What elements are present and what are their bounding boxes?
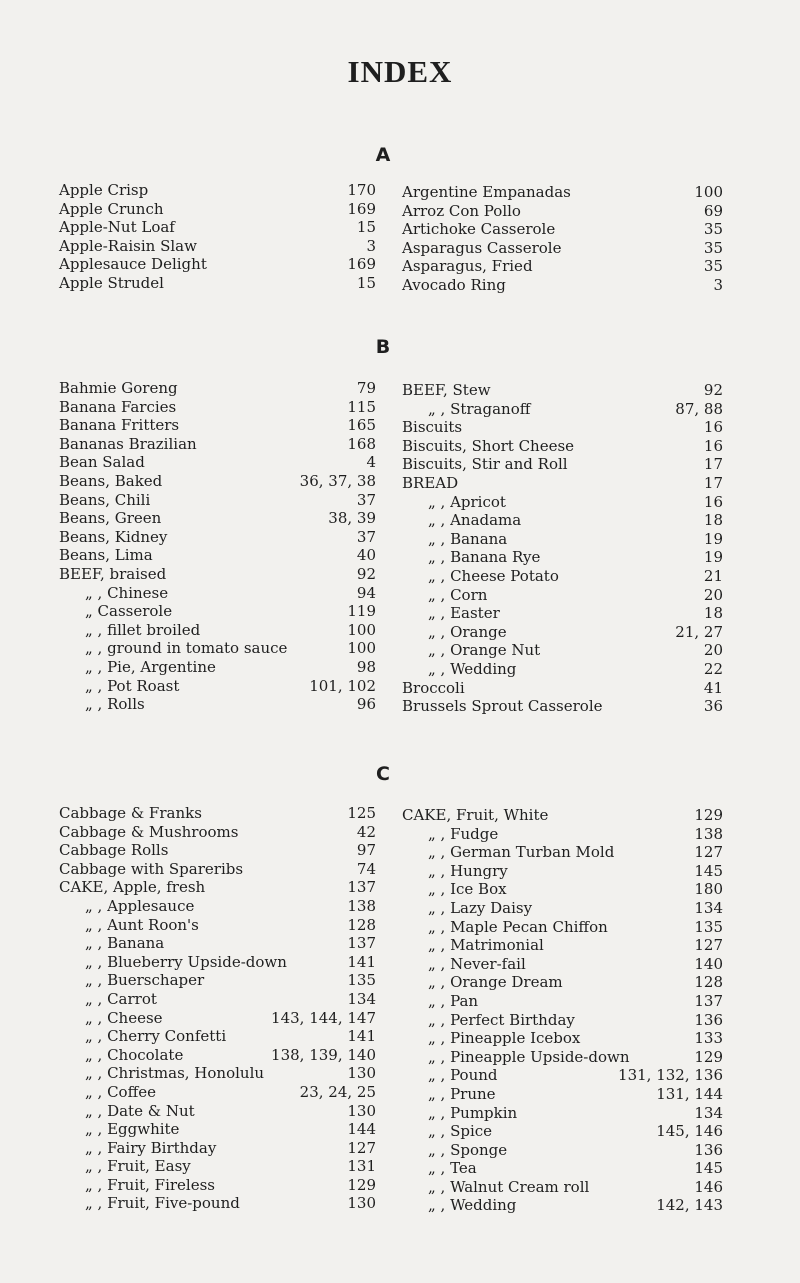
index-entry <box>59 491 376 510</box>
index-entry <box>59 916 376 935</box>
entry-page: 170 <box>347 181 376 199</box>
entry-page: 21 <box>703 566 723 585</box>
index-entry <box>59 1009 376 1028</box>
index-entry <box>59 584 376 603</box>
entry-name: „ , Prune <box>428 1084 496 1103</box>
entry-page: 36, 37, 38 <box>299 471 376 490</box>
entry-page: 131 <box>347 1157 376 1176</box>
index-entry <box>402 880 723 899</box>
index-entry <box>402 1122 723 1141</box>
entry-page: 119 <box>347 602 376 621</box>
entry-name: Apple Crunch <box>59 199 164 218</box>
entry-name: „ , Cheese <box>85 1008 163 1027</box>
entry-name: „ , Fruit, Easy <box>85 1157 191 1176</box>
entry-page: 130 <box>347 1064 376 1083</box>
entry-name: „ , Apricot <box>428 492 506 511</box>
index-entry <box>59 218 376 237</box>
index-entry <box>402 1196 723 1215</box>
entry-page: 4 <box>366 453 376 472</box>
entry-name: „ , Chinese <box>85 583 169 602</box>
index-entry <box>402 418 723 437</box>
entry-page: 130 <box>347 1101 376 1120</box>
entry-page: 165 <box>347 416 376 435</box>
entry-name: „ , Banana <box>428 529 508 548</box>
entry-name: „ , Pot Roast <box>85 676 180 695</box>
entry-name: „ , Banana Rye <box>428 548 541 567</box>
entry-name: Broccoli <box>402 678 465 697</box>
entry-name: „ , Christmas, Honolulu <box>85 1064 265 1083</box>
index-entry <box>402 1085 723 1104</box>
index-entry <box>59 953 376 972</box>
section-b-right-column <box>402 381 723 716</box>
entry-page: 135 <box>347 971 376 990</box>
entry-name: „ , Carrot <box>85 989 157 1008</box>
index-entry <box>59 237 376 256</box>
entry-name: „ , German Turban Mold <box>428 843 615 862</box>
index-entry <box>59 1064 376 1083</box>
entry-name: CAKE, Apple, fresh <box>59 878 206 897</box>
entry-page: 36 <box>703 697 723 716</box>
entry-page: 69 <box>703 201 723 220</box>
entry-name: „ , Wedding <box>428 1196 517 1215</box>
entry-name: „ , Fudge <box>428 824 499 843</box>
entry-page: 79 <box>356 379 376 397</box>
entry-page: 127 <box>347 1138 376 1157</box>
index-entry <box>402 381 723 400</box>
entry-page: 180 <box>694 880 723 899</box>
entry-name: Argentine Empanadas <box>402 183 571 201</box>
entry-page: 131, 144 <box>656 1084 723 1103</box>
entry-page: 98 <box>356 657 376 676</box>
index-entry <box>402 400 723 419</box>
entry-name: Bananas Brazilian <box>59 434 197 453</box>
index-entry <box>59 528 376 547</box>
index-entry <box>402 992 723 1011</box>
entry-name: Beans, Kidney <box>59 527 168 546</box>
index-entry <box>402 1141 723 1160</box>
entry-name: „ , Pumpkin <box>428 1103 518 1122</box>
index-entry <box>402 936 723 955</box>
entry-page: 35 <box>703 238 723 257</box>
index-entry <box>59 416 376 435</box>
index-entry <box>402 623 723 642</box>
index-entry <box>402 257 723 276</box>
entry-page: 37 <box>356 527 376 546</box>
entry-name: „ , Lazy Daisy <box>428 898 533 917</box>
entry-page: 134 <box>694 1103 723 1122</box>
entry-name: Bahmie Goreng <box>59 379 178 397</box>
entry-page: 143, 144, 147 <box>271 1008 376 1027</box>
index-entry <box>59 565 376 584</box>
entry-page: 100 <box>347 620 376 639</box>
entry-page: 40 <box>356 546 376 565</box>
index-entry <box>402 474 723 493</box>
entry-name: „ , Eggwhite <box>85 1120 180 1139</box>
index-entry <box>402 918 723 937</box>
entry-name: „ , Walnut Cream roll <box>428 1177 590 1196</box>
section-a-left-column <box>59 181 376 293</box>
entry-name: Cabbage & Mushrooms <box>59 822 239 841</box>
section-letter-a: A <box>375 144 391 166</box>
index-entry <box>59 677 376 696</box>
entry-name: „ , Anadama <box>428 511 522 530</box>
entry-page: 168 <box>347 434 376 453</box>
index-entry <box>402 825 723 844</box>
index-entry <box>59 823 376 842</box>
index-entry <box>59 1176 376 1195</box>
entry-page: 23, 24, 25 <box>299 1082 376 1101</box>
entry-page: 115 <box>347 397 376 416</box>
entry-name: Apple-Raisin Slaw <box>59 236 197 255</box>
index-entry <box>59 658 376 677</box>
entry-name: „ , Orange Nut <box>428 641 541 660</box>
entry-name: Biscuits <box>402 418 463 437</box>
index-entry <box>59 1083 376 1102</box>
index-entry <box>402 1159 723 1178</box>
section-c-left-column <box>59 804 376 1213</box>
entry-page: 17 <box>703 455 723 474</box>
index-entry <box>402 604 723 623</box>
entry-page: 130 <box>347 1194 376 1213</box>
entry-name: „ , fillet broiled <box>85 620 201 639</box>
entry-name: „ , Ice Box <box>428 880 507 899</box>
index-entry <box>59 695 376 714</box>
index-entry <box>59 1102 376 1121</box>
entry-page: 138 <box>694 824 723 843</box>
index-entry <box>402 1048 723 1067</box>
entry-page: 141 <box>347 952 376 971</box>
index-entry <box>59 435 376 454</box>
index-entry <box>59 1194 376 1213</box>
entry-page: 15 <box>356 218 376 237</box>
index-entry <box>402 697 723 716</box>
entry-page: 134 <box>347 989 376 1008</box>
entry-name: „ , Sponge <box>428 1140 508 1159</box>
entry-name: „ , Wedding <box>428 659 517 678</box>
entry-name: „ , Cherry Confetti <box>85 1027 227 1046</box>
entry-page: 138, 139, 140 <box>271 1045 376 1064</box>
index-entry <box>59 934 376 953</box>
index-entry <box>59 897 376 916</box>
entry-page: 16 <box>703 436 723 455</box>
entry-name: Apple-Nut Loaf <box>59 218 175 237</box>
entry-page: 19 <box>703 548 723 567</box>
entry-page: 137 <box>347 878 376 897</box>
entry-name: Beans, Lima <box>59 546 153 565</box>
entry-name: „ , Tea <box>428 1159 477 1178</box>
entry-name: „ , Maple Pecan Chiffon <box>428 917 608 936</box>
entry-page: 145 <box>694 861 723 880</box>
index-entry <box>59 1027 376 1046</box>
entry-page: 17 <box>703 473 723 492</box>
entry-page: 101, 102 <box>309 676 376 695</box>
index-entry <box>59 1120 376 1139</box>
index-entry <box>402 586 723 605</box>
entry-name: Apple Strudel <box>59 273 164 292</box>
entry-page: 97 <box>356 841 376 860</box>
entry-name: „ , Banana <box>85 934 165 953</box>
entry-page: 125 <box>347 804 376 822</box>
entry-page: 138 <box>347 896 376 915</box>
index-entry <box>59 1046 376 1065</box>
entry-page: 127 <box>694 843 723 862</box>
index-entry <box>402 239 723 258</box>
entry-name: Cabbage Rolls <box>59 841 169 860</box>
entry-page: 92 <box>356 564 376 583</box>
entry-page: 35 <box>703 220 723 239</box>
entry-name: Beans, Baked <box>59 471 163 490</box>
entry-name: Apple Crisp <box>59 181 149 199</box>
entry-page: 20 <box>703 641 723 660</box>
entry-name: „ , Rolls <box>85 695 145 714</box>
entry-name: „ , ground in tomato sauce <box>85 639 288 658</box>
entry-name: „ , Blueberry Upside-down <box>85 952 287 971</box>
entry-name: „ , Cheese Potato <box>428 566 559 585</box>
entry-page: 18 <box>703 511 723 530</box>
section-letter-c: C <box>376 763 390 785</box>
entry-page: 38, 39 <box>328 509 376 528</box>
entry-name: Biscuits, Stir and Roll <box>402 455 568 474</box>
entry-page: 3 <box>366 236 376 255</box>
entry-name: „ , Orange <box>428 622 507 641</box>
entry-name: Cabbage & Franks <box>59 804 202 822</box>
entry-name: „ , Corn <box>428 585 488 604</box>
entry-name: „ , Pie, Argentine <box>85 657 216 676</box>
entry-name: „ , Pineapple Icebox <box>428 1029 581 1048</box>
entry-page: 136 <box>694 1140 723 1159</box>
entry-name: „ , Fruit, Fireless <box>85 1175 215 1194</box>
index-entry <box>402 806 723 825</box>
entry-name: BEEF, braised <box>59 564 167 583</box>
entry-page: 74 <box>356 859 376 878</box>
entry-name: Banana Farcies <box>59 397 177 416</box>
entry-name: Beans, Green <box>59 509 162 528</box>
entry-page: 128 <box>347 915 376 934</box>
entry-page: 129 <box>694 1047 723 1066</box>
index-entry <box>402 1104 723 1123</box>
index-entry <box>402 220 723 239</box>
index-entry <box>402 955 723 974</box>
entry-page: 42 <box>356 822 376 841</box>
entry-name: „ , Matrimonial <box>428 936 544 955</box>
index-entry <box>59 472 376 491</box>
index-entry <box>59 621 376 640</box>
entry-page: 129 <box>694 806 723 824</box>
index-entry <box>402 511 723 530</box>
index-entry <box>59 509 376 528</box>
entry-page: 15 <box>356 273 376 292</box>
index-entry <box>59 274 376 293</box>
entry-name: Avocado Ring <box>402 275 506 294</box>
entry-name: BREAD <box>402 473 459 492</box>
entry-page: 142, 143 <box>656 1196 723 1215</box>
index-entry <box>402 437 723 456</box>
index-entry <box>59 1157 376 1176</box>
entry-name: „ , Straganoff <box>428 399 531 418</box>
entry-name: Banana Fritters <box>59 416 180 435</box>
entry-page: 127 <box>694 936 723 955</box>
entry-page: 41 <box>703 678 723 697</box>
index-entry <box>59 1139 376 1158</box>
entry-page: 134 <box>694 898 723 917</box>
entry-name: Beans, Chili <box>59 490 151 509</box>
entry-name: „ , Orange Dream <box>428 973 563 992</box>
entry-name: „ , Fairy Birthday <box>85 1138 217 1157</box>
entry-page: 137 <box>347 934 376 953</box>
index-entry <box>402 183 723 202</box>
entry-page: 92 <box>703 381 723 399</box>
entry-page: 169 <box>347 199 376 218</box>
section-c-right-column <box>402 806 723 1215</box>
entry-page: 100 <box>694 183 723 201</box>
index-entry <box>59 841 376 860</box>
index-entry <box>59 971 376 990</box>
section-b-left-column <box>59 379 376 714</box>
entry-page: 133 <box>694 1029 723 1048</box>
entry-page: 136 <box>694 1010 723 1029</box>
entry-name: „ , Perfect Birthday <box>428 1010 575 1029</box>
entry-page: 135 <box>694 917 723 936</box>
index-entry <box>59 804 376 823</box>
index-entry <box>402 899 723 918</box>
section-a-right-column <box>402 183 723 295</box>
entry-name: „ , Pound <box>428 1066 498 1085</box>
entry-name: CAKE, Fruit, White <box>402 806 549 824</box>
entry-page: 145 <box>694 1159 723 1178</box>
index-entry <box>402 973 723 992</box>
entry-page: 37 <box>356 490 376 509</box>
index-entry <box>402 843 723 862</box>
index-entry <box>402 660 723 679</box>
entry-page: 141 <box>347 1027 376 1046</box>
entry-page: 131, 132, 136 <box>618 1066 723 1085</box>
index-entry <box>59 602 376 621</box>
entry-name: „ , Pan <box>428 991 479 1010</box>
entry-name: „ , Date & Nut <box>85 1101 195 1120</box>
index-entry <box>402 530 723 549</box>
entry-name: „ , Coffee <box>85 1082 156 1101</box>
entry-page: 18 <box>703 604 723 623</box>
entry-page: 128 <box>694 973 723 992</box>
index-entry <box>59 200 376 219</box>
entry-name: BEEF, Stew <box>402 381 491 399</box>
entry-name: Biscuits, Short Cheese <box>402 436 575 455</box>
entry-page: 35 <box>703 257 723 276</box>
entry-page: 16 <box>703 418 723 437</box>
index-entry <box>59 990 376 1009</box>
entry-page: 146 <box>694 1177 723 1196</box>
index-entry <box>59 181 376 200</box>
entry-name: „ , Fruit, Five-pound <box>85 1194 240 1213</box>
entry-name: „ , Hungry <box>428 861 508 880</box>
index-entry <box>402 1178 723 1197</box>
entry-page: 144 <box>347 1120 376 1139</box>
entry-name: „ , Pineapple Upside-down <box>428 1047 630 1066</box>
entry-name: „ , Aunt Roon's <box>85 915 199 934</box>
entry-page: 87, 88 <box>675 399 723 418</box>
index-entry <box>59 453 376 472</box>
entry-name: „ , Spice <box>428 1122 493 1141</box>
entry-page: 96 <box>356 695 376 714</box>
index-entry <box>59 255 376 274</box>
index-entry <box>402 679 723 698</box>
entry-page: 169 <box>347 255 376 274</box>
index-entry <box>402 493 723 512</box>
entry-name: „ , Applesauce <box>85 896 195 915</box>
entry-name: „ , Chocolate <box>85 1045 184 1064</box>
entry-page: 22 <box>703 659 723 678</box>
entry-page: 20 <box>703 585 723 604</box>
index-entry <box>402 1011 723 1030</box>
entry-name: Cabbage with Spareribs <box>59 859 244 878</box>
index-entry <box>402 641 723 660</box>
entry-page: 140 <box>694 954 723 973</box>
index-entry <box>59 860 376 879</box>
entry-page: 16 <box>703 492 723 511</box>
index-entry <box>59 379 376 398</box>
entry-name: Applesauce Delight <box>59 255 207 274</box>
entry-name: „ , Never-fail <box>428 954 526 973</box>
index-entry <box>402 548 723 567</box>
entry-page: 94 <box>356 583 376 602</box>
index-entry <box>402 202 723 221</box>
entry-page: 137 <box>694 991 723 1010</box>
entry-page: 3 <box>713 275 723 294</box>
index-entry <box>402 276 723 295</box>
entry-page: 19 <box>703 529 723 548</box>
entry-name: Bean Salad <box>59 453 145 472</box>
entry-page: 100 <box>347 639 376 658</box>
entry-name: Brussels Sprout Casserole <box>402 697 603 716</box>
index-entry <box>402 567 723 586</box>
index-entry <box>402 862 723 881</box>
entry-page: 145, 146 <box>656 1122 723 1141</box>
entry-page: 129 <box>347 1175 376 1194</box>
entry-name: Asparagus Casserole <box>402 238 562 257</box>
section-letter-b: B <box>375 336 391 358</box>
entry-page: 21, 27 <box>675 622 723 641</box>
entry-name: „ , Easter <box>428 604 500 623</box>
entry-name: Arroz Con Pollo <box>402 201 521 220</box>
index-entry <box>59 398 376 417</box>
index-entry <box>402 455 723 474</box>
entry-name: Asparagus, Fried <box>402 257 533 276</box>
index-entry <box>402 1029 723 1048</box>
entry-name: Artichoke Casserole <box>402 220 556 239</box>
index-entry <box>402 1066 723 1085</box>
entry-name: „ , Buerschaper <box>85 971 205 990</box>
entry-name: „ Casserole <box>85 602 173 621</box>
index-entry <box>59 878 376 897</box>
page-title: INDEX <box>347 54 453 89</box>
index-entry <box>59 546 376 565</box>
index-entry <box>59 639 376 658</box>
